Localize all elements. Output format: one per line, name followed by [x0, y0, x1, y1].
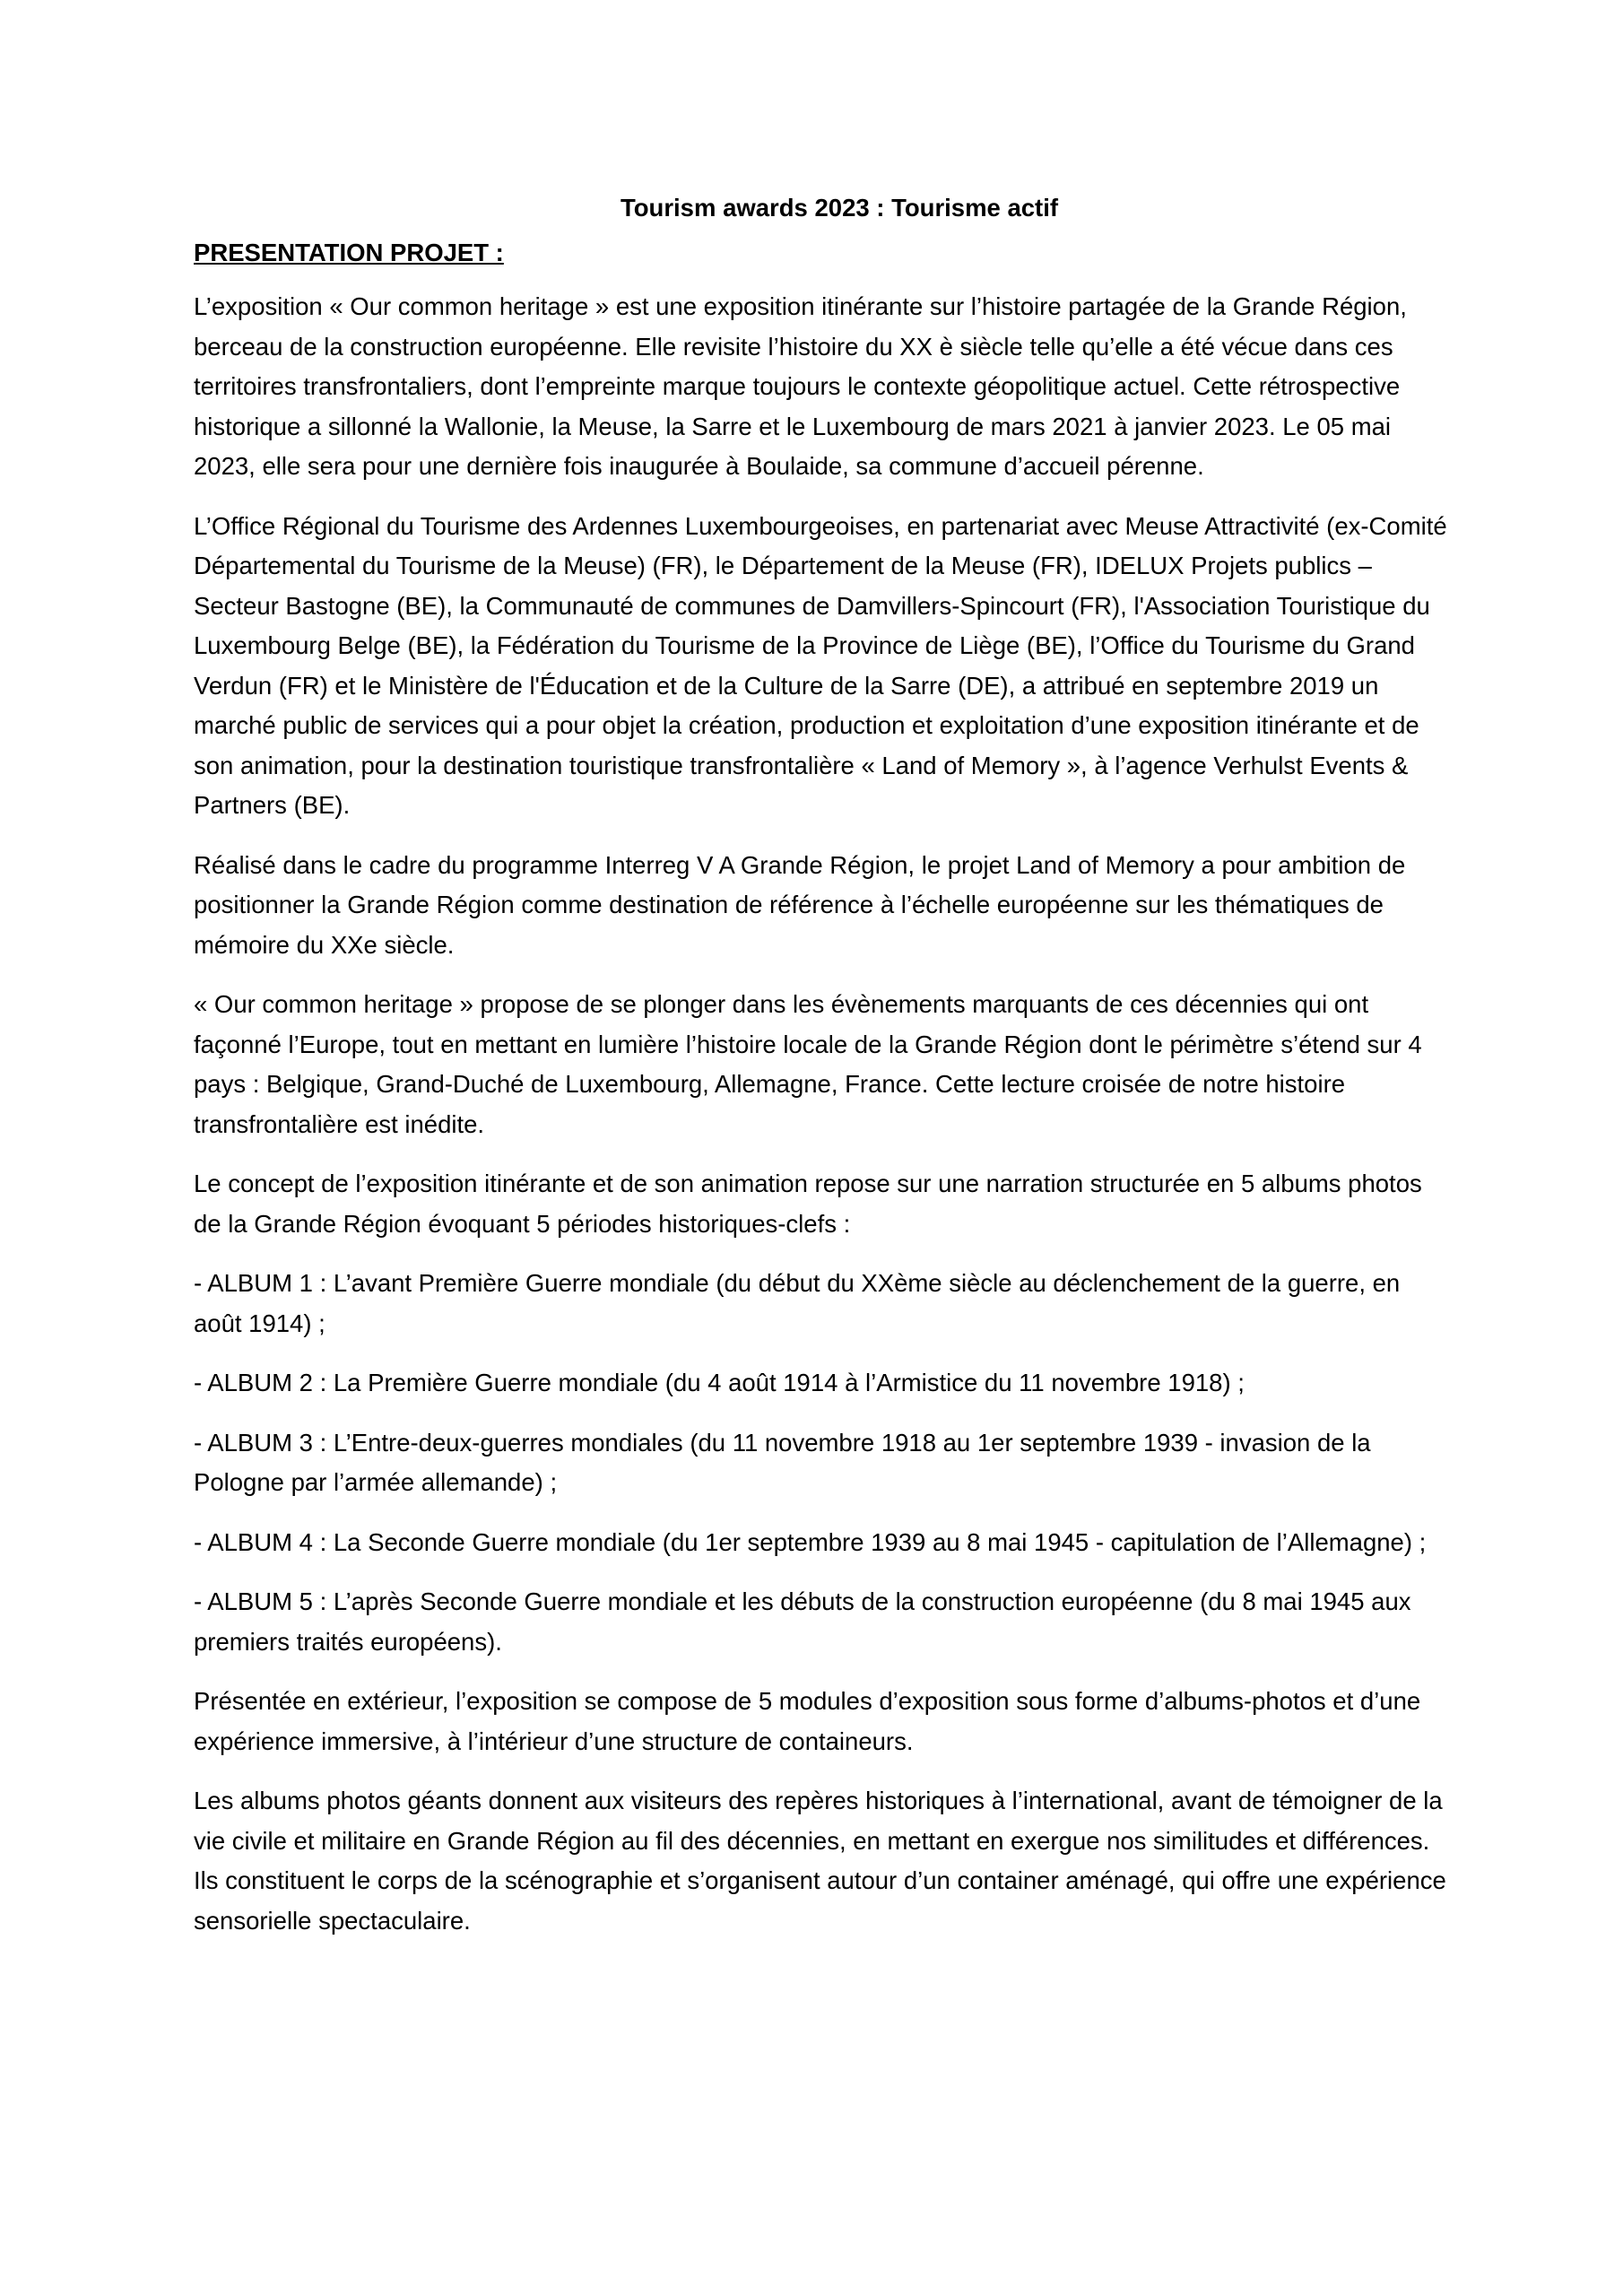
document-title: Tourism awards 2023 : Tourisme actif [620, 194, 1059, 222]
paragraph-common-heritage: « Our common heritage » propose de se plonger dans les évènements marquants de ces décennies qui ont façonné l’Europe, tout en mettant en lumière l’histoire locale de la Grande Région dont le périmètre s’étend sur 4 pays : Belgique, Grand-Duché de Luxembourg, Allemagne, France. Cette lecture croisée de notre histoire transfrontalière est inédite. [194, 990, 1422, 1138]
album-item-3: - ALBUM 3 : L’Entre-deux-guerres mondiales (du 11 novembre 1918 au 1er septembre 1939 - invasion de la Pologne par l’armée allemande) ; [194, 1428, 1371, 1496]
paragraph-exterior: Présentée en extérieur, l’exposition se compose de 5 modules d’exposition sous forme d’albums-photos et d’une expérience immersive, à l’intérieur d’une structure de containeurs. [194, 1687, 1421, 1755]
paragraph-partners: L’Office Régional du Tourisme des Ardennes Luxembourgeoises, en partenariat avec Meuse Attractivité (ex-Comité Départemental du Tourisme de la Meuse) (FR), le Département de la Meuse (FR), IDELUX Projets publics – Secteur Bastogne (BE), la Communauté de communes de Damvillers-Spincourt (FR), l'Association Touristique du Luxembourg Belge (BE), la Fédération du Tourisme de la Province de Liège (BE), l’Office du Tourisme du Grand Verdun (FR) et le Ministère de l'Éducation et de la Culture de la Sarre (DE), a attribué en septembre 2019 un marché public de services qui a pour objet la création, production et exploitation d’une exposition itinérante et de son animation, pour la destination touristique transfrontalière « Land of Memory », à l’agence Verhulst Events & Partners (BE). [194, 511, 1447, 819]
album-item-2: - ALBUM 2 : La Première Guerre mondiale (du 4 août 1914 à l’Armistice du 11 novembre 1918) ; [194, 1369, 1245, 1396]
paragraph-interreg: Réalisé dans le cadre du programme Interreg V A Grande Région, le projet Land of Memory a pour ambition de positionner la Grande Région comme destination de référence à l’échelle européenne sur les thématiques de mémoire du XXe siècle. [194, 850, 1406, 959]
paragraph-concept: Le concept de l’exposition itinérante et de son animation repose sur une narration structurée en 5 albums photos de la Grande Région évoquant 5 périodes historiques-clefs : [194, 1170, 1422, 1238]
section-heading: PRESENTATION PROJET : [194, 239, 504, 266]
paragraph-intro: L’exposition « Our common heritage » est une exposition itinérante sur l’histoire partagée de la Grande Région, berceau de la construction européenne. Elle revisite l’histoire du XX è siècle telle qu’elle a été vécue dans ces territoires transfrontaliers, dont l’empreinte marque toujours le contexte géopolitique actuel. Cette rétrospective historique a sillonné la Wallonie, la Meuse, la Sarre et le Luxembourg de mars 2021 à janvier 2023. Le 05 mai 2023, elle sera pour une dernière fois inaugurée à Boulaide, sa commune d’accueil pérenne. [194, 292, 1407, 480]
album-item-4: - ALBUM 4 : La Seconde Guerre mondiale (du 1er septembre 1939 au 8 mai 1945 - capitulation de l’Allemagne) ; [194, 1527, 1427, 1556]
paragraph-giant-albums: Les albums photos géants donnent aux visiteurs des repères historiques à l’international, avant de témoigner de la vie civile et militaire en Grande Région au fil des décennies, en mettant en exergue nos similitudes et différences. Ils constituent le corps de la scénographie et s’organisent autour d’un container aménagé, qui offre une expérience sensorielle spectaculaire. [194, 1787, 1446, 1935]
album-item-5: - ALBUM 5 : L’après Seconde Guerre mondiale et les débuts de la construction européenne (du 8 mai 1945 aux premiers traités européens). [194, 1587, 1411, 1656]
document-body [194, 192, 1449, 1961]
album-item-1: - ALBUM 1 : L’avant Première Guerre mondiale (du début du XXème siècle au déclenchement de la guerre, en août 1914) ; [194, 1269, 1401, 1337]
